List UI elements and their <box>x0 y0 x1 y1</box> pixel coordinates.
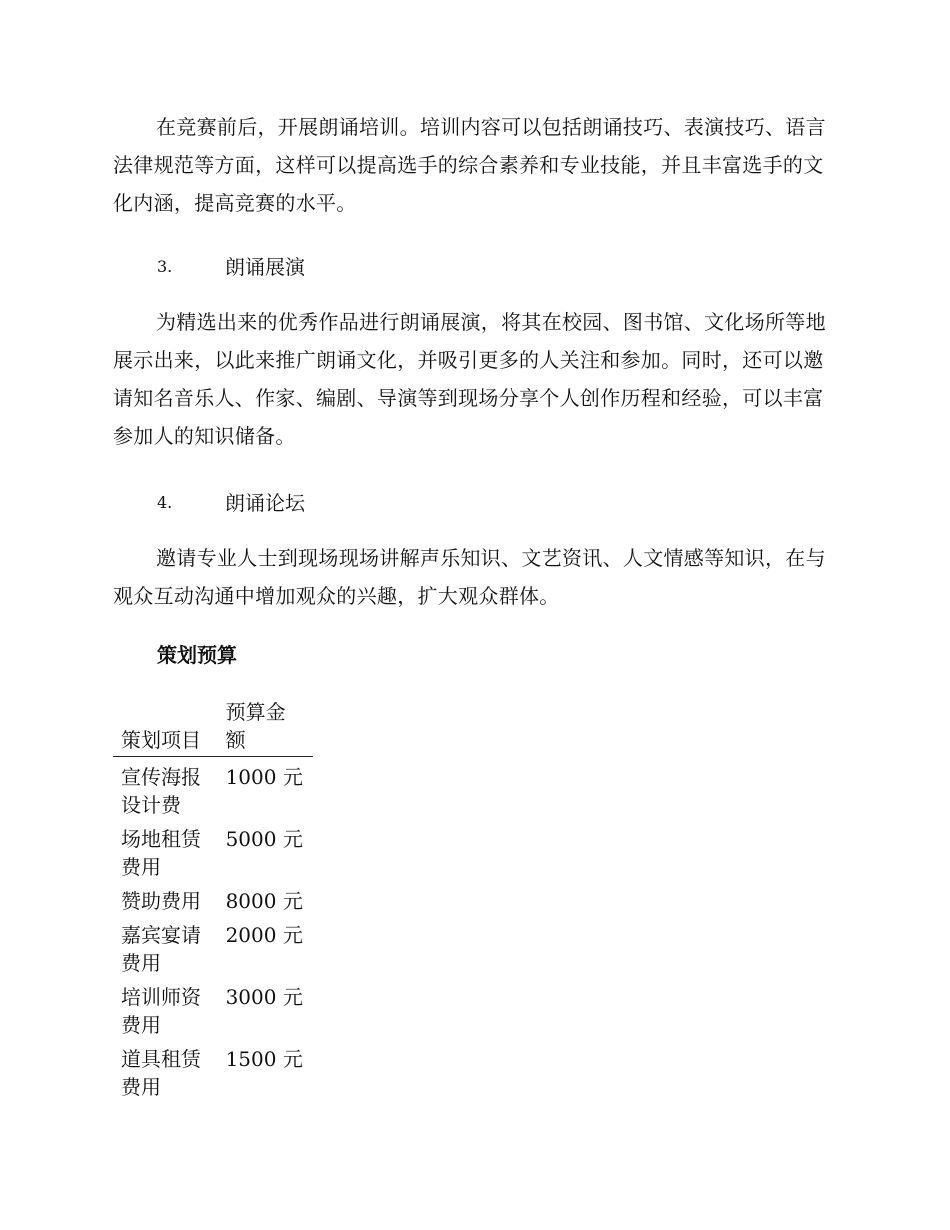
list-number: 4. <box>157 493 173 512</box>
budget-amount-cell: 1000 元 <box>225 765 303 789</box>
paragraph-showcase: 为精选出来的优秀作品进行朗诵展演，将其在校园、图书馆、文化场所等地展示出来，以此来推广朗诵文化，并吸引更多的人关注和参加。同时，还可以邀请知名音乐人、作家、编剧、导演等到现场分享个人创作历程和经验，可以丰富参加人的知识储备。 <box>113 310 826 448</box>
budget-item-cell: 道具租赁费用 <box>121 1047 201 1099</box>
budget-section-title: 策划预算 <box>157 643 237 667</box>
list-title: 朗诵展演 <box>225 255 305 279</box>
table-row <box>113 757 313 823</box>
table-row <box>113 1042 313 1104</box>
budget-amount-cell: 1500 元 <box>225 1047 303 1071</box>
budget-amount-cell: 2000 元 <box>225 923 303 947</box>
table-row <box>113 884 313 918</box>
list-item-showcase <box>157 252 305 282</box>
table-row <box>113 822 313 884</box>
paragraph-forum: 邀请专业人士到现场现场讲解声乐知识、文艺资讯、人文情感等知识，在与观众互动沟通中增加观众的兴趣，扩大观众群体。 <box>113 546 826 608</box>
budget-item-cell: 嘉宾宴请费用 <box>121 923 201 975</box>
list-item-forum <box>157 488 305 518</box>
budget-item-cell: 培训师资费用 <box>121 985 201 1037</box>
list-title: 朗诵论坛 <box>225 491 305 515</box>
table-row <box>113 918 313 980</box>
budget-item-cell: 场地租赁费用 <box>121 827 201 879</box>
table-row <box>113 980 313 1042</box>
table-header-row <box>113 696 313 757</box>
budget-item-cell: 赞助费用 <box>121 889 201 913</box>
budget-amount-cell: 5000 元 <box>225 827 303 851</box>
budget-item-cell: 宣传海报设计费 <box>121 765 201 817</box>
budget-amount-cell: 3000 元 <box>225 985 303 1009</box>
column-header-item: 策划项目 <box>113 696 218 757</box>
list-number: 3. <box>157 257 173 276</box>
budget-table <box>113 696 313 1104</box>
paragraph-training: 在竞赛前后，开展朗诵培训。培训内容可以包括朗诵技巧、表演技巧、语言法律规范等方面，这样可以提高选手的综合素养和专业技能，并且丰富选手的文化内涵，提高竞赛的水平。 <box>113 115 826 215</box>
column-header-amount: 预算金额 <box>218 696 313 757</box>
budget-amount-cell: 8000 元 <box>225 889 303 913</box>
